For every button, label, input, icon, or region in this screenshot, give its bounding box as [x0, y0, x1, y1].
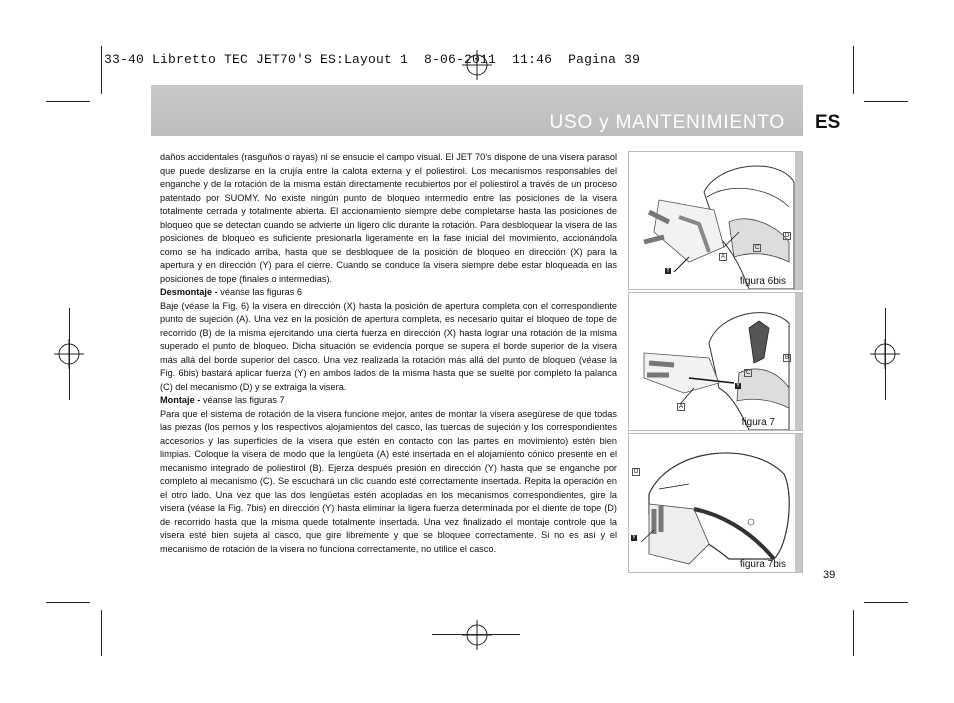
subheading-label: Montaje - [160, 395, 201, 405]
crop-mark [101, 610, 102, 656]
subheading-ref: véanse las figuras 7 [200, 395, 285, 405]
crop-mark [885, 308, 886, 400]
registration-mark-icon [462, 50, 492, 80]
subheading-ref: véanse las figuras 6 [217, 287, 302, 297]
crop-mark [432, 634, 520, 635]
helmet-illustration-icon [629, 293, 795, 430]
figure-label: D [634, 469, 639, 475]
registration-mark-icon [462, 620, 492, 650]
crop-mark [46, 101, 90, 102]
section-title: USO y MANTENIMIENTO [549, 112, 785, 133]
language-tab: ES [815, 112, 841, 133]
subheading-montaje [160, 394, 617, 408]
subheading-label: Desmontaje - [160, 287, 218, 297]
figure-label: Y [632, 535, 637, 541]
figure-rail [795, 434, 802, 572]
figure-label: A [679, 404, 684, 410]
paragraph: daños accidentales (rasguños o rayas) ni se ensucie el campo visual. El JET 70’s dispone de una visera parasol que puede deslizarse en la crujía entre la calota externa y el poliestirol. Los mecanismos responsables del enganche y de la rotación de la misma están directamente recubiertos por el poliestirol a través de un proceso patentado por SUOMY. No existe ningún punto de bloqueo intermedio entre las posiciones de la visera totalmente cerrada y totalmente abierta. El accionamiento siempre debe completarse hasta las posiciones de bloqueo que se detectan cuando se advierte un ligero clic durante la rotación. Para desbloquear la visera de las posiciones de bloqueo es suficiente presionarla ligeramente en la fase inicial del movimiento, accionándola como se ha indicado arriba, hasta que se desbloquee de la posición de bloqueo en dirección (X) para la apertura y en dirección (Y) para el cierre. Cuando se conduce la visera siempre debe estar bloqueada en las posiciones de tope (finales o intermedias). [160, 152, 617, 284]
figure-6bis [628, 151, 803, 290]
print-slug: 33-40 Libretto TEC JET70'S ES:Layout 1 8-06-2011 11:46 Pagina 39 [104, 52, 641, 67]
figure-caption: figura 6bis [739, 276, 786, 287]
subheading-desmontaje [160, 286, 617, 300]
figure-label: B [785, 355, 790, 361]
figure-label: A [721, 254, 726, 260]
crop-mark [853, 46, 854, 94]
crop-mark [46, 602, 90, 603]
figure-caption: figura 7 [741, 417, 775, 428]
figure-label: Y [666, 268, 671, 274]
crop-mark [69, 308, 70, 400]
figure-caption: figura 7bis [739, 559, 786, 570]
paragraph: Para que el sistema de rotación de la visera funcione mejor, antes de montar la visera asegúrese de que todas las piezas (los pernos y los respectivos alojamientos del casco, las tuercas de sujeción y los correspondientes accesorios y las superficies de la visera que estén en contacto con las partes en movimiento) estén bien limpias. Coloque la visera de modo que la lengüeta (A) esté insertada en el alojamiento cónico presente en el mecanismo integrado de poliestirol (B). Ejerza después presión en dirección (Y) hasta que se enganche por completo al mecanismo (C). Se escuchará un clic cuando esté correctamente insertada. Repita la operación en el otro lado. Una vez que las dos lengüetas estén acopladas en los mecanismos correspondientes, gire la visera (véase la Fig. 7bis) en dirección (Y) hasta eliminar la ligera fuerza determinada por el diente de tope (D) de recorrido hasta que la misma quede totalmente insertada. Una vez finalizado el montaje controle que la visera esté bien sujeta al casco, que gire libremente y que se bloquee correctamente. Si no es así y el mecanismo de rotación de la visera no funciona correctamente, no utilice el casco. [160, 408, 617, 554]
figure-rail [795, 293, 802, 430]
crop-mark [864, 602, 908, 603]
figure-rail [795, 152, 802, 289]
figure-label: C [746, 370, 751, 376]
body-text [160, 151, 617, 556]
crop-mark [101, 46, 102, 94]
helmet-illustration-icon [629, 434, 795, 572]
section-header-band [151, 85, 803, 136]
page-number: 39 [823, 569, 836, 581]
paragraph: Baje (véase la Fig. 6) la visera en dirección (X) hasta la posición de apertura completa con el correspondiente punto de sujeción (A). Una vez en la posición de apertura completa, es necesario quitar el bloqueo de tope de recorrido (B) de la misma ejercitando una cierta fuerza en dirección (X) hasta lograr una rotación de la misma superado el punto de bloqueo. Dicha situación se evidencia porque se supera el borde superior de la visera más allá del borde superior del casco. Una vez realizada la rotación más allá del punto de bloqueo (véase la Fig. 6bis) bastará aplicar fuerza (Y) en ambos lados de la misma hasta que se suelte por completo la palanca (C) del mecanismo (D) y se extraiga la visera. [160, 300, 617, 392]
figure-label: D [785, 233, 790, 239]
crop-mark [864, 101, 908, 102]
helmet-illustration-icon [629, 152, 795, 289]
figure-label: C [755, 245, 760, 251]
crop-mark [853, 610, 854, 656]
figure-7 [628, 292, 803, 431]
figure-label: Y [736, 383, 741, 389]
figure-7bis [628, 433, 803, 573]
